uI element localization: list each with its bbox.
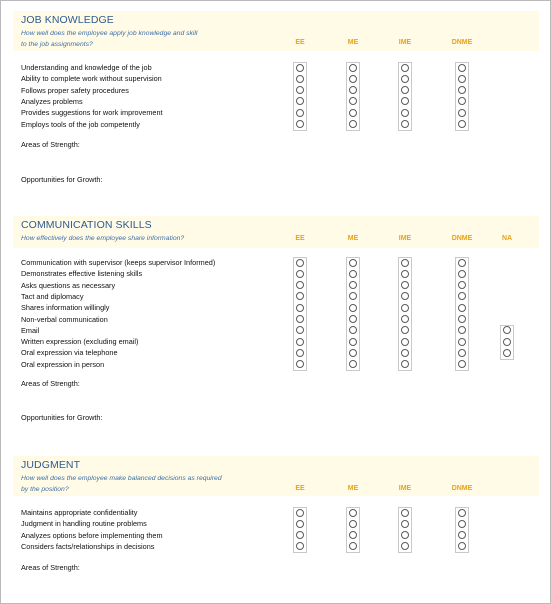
section-header — [13, 456, 539, 496]
criterion-label: Tact and diplomacy — [21, 291, 84, 301]
radio-group-frame — [398, 507, 412, 553]
criterion-label: Understanding and knowledge of the job — [21, 63, 152, 72]
section-title: JOB KNOWLEDGE — [21, 14, 114, 26]
column-header-ee: EE — [295, 235, 305, 242]
opportunities-for-growth-label: Opportunities for Growth: — [21, 175, 103, 184]
criterion-label: Analyzes problems — [21, 96, 83, 106]
radio-group-frame — [346, 62, 360, 131]
column-header-me: ME — [347, 39, 359, 46]
criterion-label: Judgment in handling routine problems — [21, 519, 147, 529]
criterion-label: Shares information willingly — [21, 303, 110, 313]
section-job-knowledge — [13, 11, 539, 184]
criterion-label: Non-verbal communication — [21, 314, 108, 324]
radio-group-frame — [293, 507, 307, 553]
radio-group-frame — [398, 257, 412, 371]
column-header-me: ME — [347, 235, 359, 242]
section-communication-skills — [13, 216, 539, 422]
radio-group-frame — [293, 62, 307, 131]
criterion-label: Communication with supervisor (keeps supervisor Informed) — [21, 258, 216, 267]
section-question — [21, 28, 241, 50]
section-question-line: How well does the employee make balanced decisions as required — [21, 475, 222, 482]
criterion-label: Considers facts/relationships in decisions — [21, 541, 155, 551]
section-question-line: to the job assignments? — [21, 41, 93, 48]
section-question — [21, 233, 281, 244]
section-question-line: How well does the employee apply job knowledge and skill — [21, 30, 198, 37]
criterion-label: Ability to complete work without supervision — [21, 74, 162, 84]
criterion-label: Oral expression via telephone — [21, 348, 118, 358]
radio-group-frame — [455, 507, 469, 553]
opportunities-for-growth-label: Opportunities for Growth: — [21, 413, 103, 422]
column-header-ee: EE — [295, 39, 305, 46]
section-question-line: How effectively does the employee share information? — [21, 235, 185, 242]
criterion-label: Oral expression in person — [21, 359, 105, 369]
column-header-ime: IME — [398, 235, 412, 242]
criterion-label: Maintains appropriate confidentiality — [21, 508, 138, 517]
section-judgment — [13, 456, 539, 572]
section-header — [13, 11, 539, 51]
criterion-label: Follows proper safety procedures — [21, 85, 129, 95]
section-question-line: by the position? — [21, 486, 69, 493]
radio-group-frame — [455, 257, 469, 371]
areas-of-strength-label: Areas of Strength: — [21, 379, 80, 388]
criterion-label: Provides suggestions for work improvement — [21, 108, 163, 118]
criterion-label: Analyzes options before implementing them — [21, 530, 163, 540]
criterion-label: Written expression (excluding email) — [21, 337, 139, 347]
criterion-label: Demonstrates effective listening skills — [21, 269, 143, 279]
column-header-ime: IME — [398, 39, 412, 46]
column-header-ime: IME — [398, 485, 412, 492]
column-header-dnme: DNME — [451, 39, 473, 46]
areas-of-strength-label: Areas of Strength: — [21, 563, 80, 572]
column-header-dnme: DNME — [451, 485, 473, 492]
radio-group-frame — [398, 62, 412, 131]
section-question — [21, 473, 271, 495]
criterion-label: Email — [21, 325, 40, 335]
criterion-label: Asks questions as necessary — [21, 280, 116, 290]
column-header-na: NA — [501, 235, 513, 242]
column-header-ee: EE — [295, 485, 305, 492]
radio-group-frame — [346, 507, 360, 553]
section-title: JUDGMENT — [21, 459, 81, 471]
radio-group-frame — [500, 325, 514, 360]
radio-group-frame — [455, 62, 469, 131]
section-header — [13, 216, 539, 248]
areas-of-strength-label: Areas of Strength: — [21, 140, 80, 149]
column-header-dnme: DNME — [451, 235, 473, 242]
section-title: COMMUNICATION SKILLS — [21, 219, 152, 231]
criterion-label: Employs tools of the job competently — [21, 119, 140, 129]
radio-group-frame — [346, 257, 360, 371]
column-header-me: ME — [347, 485, 359, 492]
radio-group-frame — [293, 257, 307, 371]
